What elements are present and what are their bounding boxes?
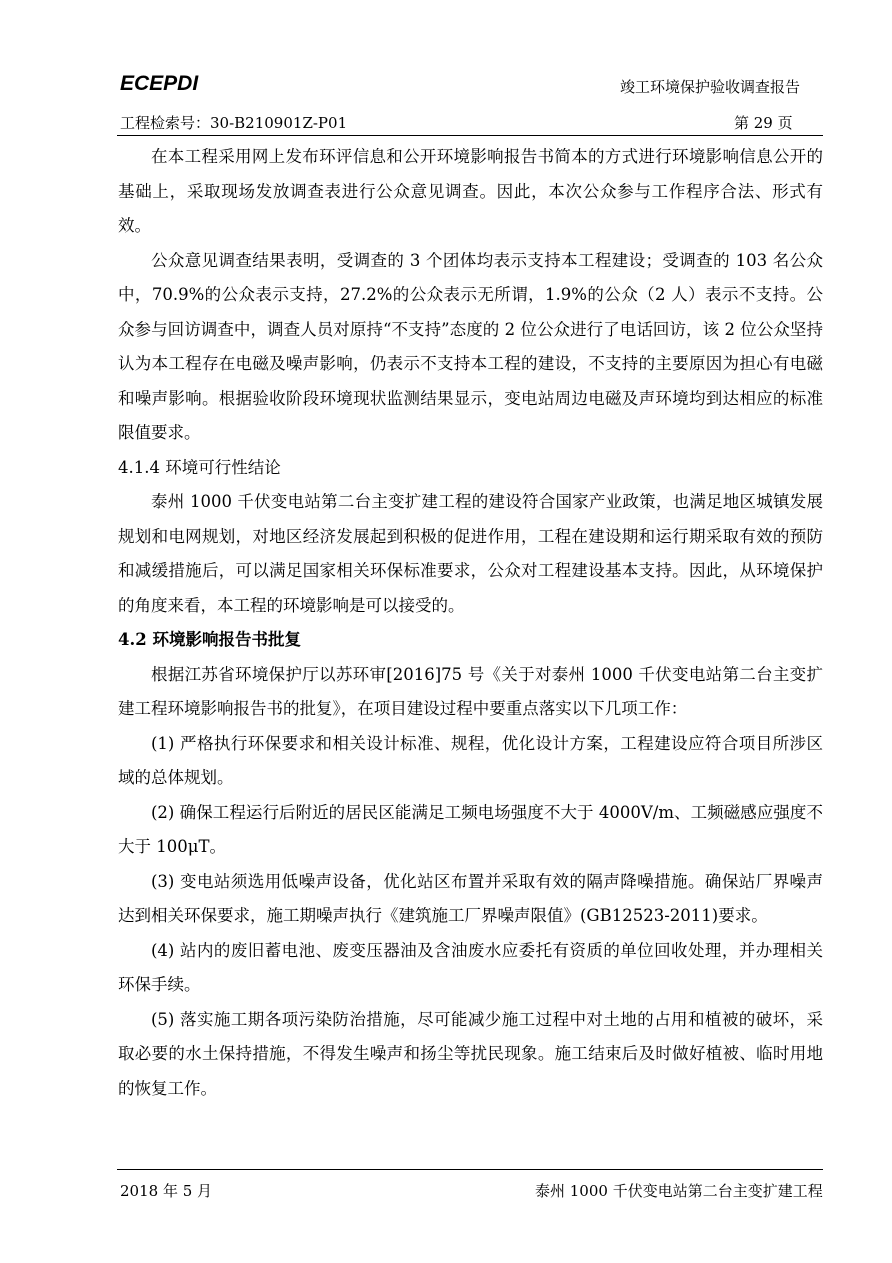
document-body — [118, 140, 823, 1106]
list-item-3: (3) 变电站须选用低噪声设备，优化站区布置并采取有效的隔声降噪措施。确保站厂界噪声达到相关环保要求，施工期噪声执行《建筑施工厂界噪声限值》(GB12523-2011)要求。 — [118, 871, 823, 925]
header-rule — [117, 135, 823, 136]
list-item-5: (5) 落实施工期各项污染防治措施，尽可能减少施工过程中对土地的占用和植被的破坏，采取必要的水土保持措施，不得发生噪声和扬尘等扰民现象。施工结束后及时做好植被、临时用地的恢复工作。 — [118, 1009, 823, 1098]
section-heading-4-2: 4.2 环境影响报告书批复 — [118, 630, 301, 649]
paragraph-survey-results: 公众意见调查结果表明，受调查的 3 个团体均表示支持本工程建设；受调查的 103 名公众中，70.9%的公众表示支持，27.2%的公众表示无所谓，1.9%的公众（2 人）表示不支持。公众参与回访调查中，调查人员对原持“不支持”态度的 2 位公众进行了电话回访，该 2 位公众坚持认为本工程存在电磁及噪声影响，仍表示不支持本工程的建设，不支持的主要原因为担心有电磁和噪声影响。根据验收阶段环境现状监测结果显示，变电站周边电磁及声环境均到达相应的标准限值要求。 — [118, 250, 823, 442]
section-heading-4-1-4: 4.1.4 环境可行性结论 — [118, 457, 281, 477]
paragraph-disclosure: 在本工程采用网上发布环评信息和公开环境影响报告书简本的方式进行环境影响信息公开的基础上，采取现场发放调查表进行公众意见调查。因此，本次公众参与工作程序合法、形式有效。 — [118, 147, 823, 235]
report-title: 竣工环境保护验收调查报告 — [620, 78, 801, 96]
paragraph-feasibility: 泰州 1000 千伏变电站第二台主变扩建工程的建设符合国家产业政策，也满足地区城镇发展规划和电网规划，对地区经济发展起到积极的促进作用，工程在建设期和运行期采取有效的预防和减缓措施后，可以满足国家相关环保标准要求，公众对工程建设基本支持。因此，从环境保护的角度来看，本工程的环境影响是可以接受的。 — [118, 492, 823, 615]
paragraph-approval: 根据江苏省环境保护厅以苏环审[2016]75 号《关于对泰州 1000 千伏变电站第二台主变扩建工程环境影响报告书的批复》，在项目建设过程中要重点落实以下几项工作： — [118, 664, 823, 718]
list-item-2: (2) 确保工程运行后附近的居民区能满足工频电场强度不大于 4000V/m、工频磁感应强度不大于 100μT。 — [118, 802, 823, 856]
retrieval-number: 工程检索号：30-B210901Z-P01 — [120, 114, 348, 132]
footer-date: 2018 年 5 月 — [120, 1182, 213, 1200]
footer-rule — [117, 1169, 823, 1170]
footer-project-name: 泰州 1000 千伏变电站第二台主变扩建工程 — [535, 1182, 823, 1200]
logo: ECEPDI — [120, 72, 199, 95]
page-number: 第 29 页 — [734, 114, 793, 132]
list-item-4: (4) 站内的废旧蓄电池、废变压器油及含油废水应委托有资质的单位回收处理，并办理相关环保手续。 — [118, 940, 823, 994]
list-item-1: (1) 严格执行环保要求和相关设计标准、规程，优化设计方案，工程建设应符合项目所涉区域的总体规划。 — [118, 733, 823, 787]
